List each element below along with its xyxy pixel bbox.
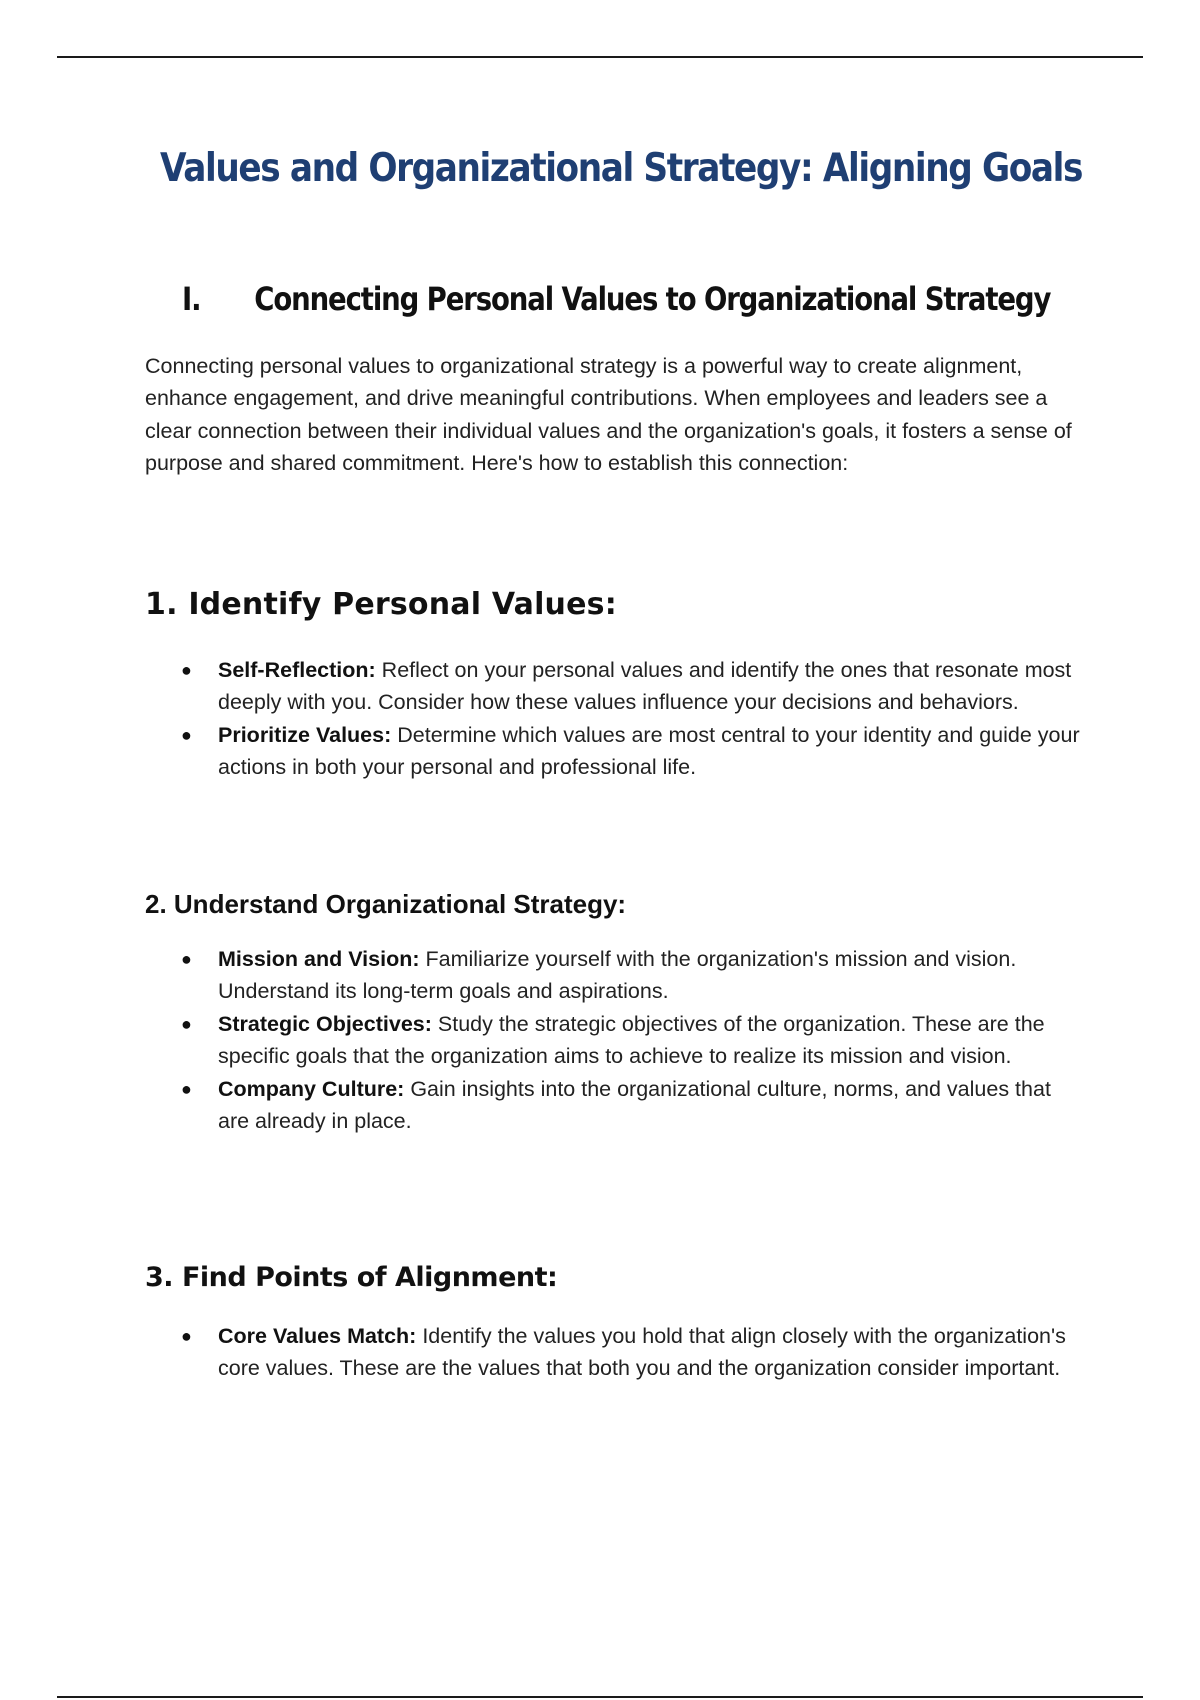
list-item [145, 1073, 1080, 1138]
bottom-rule [57, 1696, 1143, 1698]
subsection-heading-identify-values: 1. Identify Personal Values: [145, 587, 617, 622]
bullet-text: Identify the values you hold that align closely with the organization's core values. These are the values that both you and the organization consider important. [218, 1324, 1066, 1381]
bullet-icon: ● [181, 949, 192, 969]
bullet-text: Familiarize yourself with the organization's mission and vision. Understand its long-term goals and aspirations. [218, 947, 1017, 1004]
list-item [145, 1008, 1080, 1073]
section-title: Connecting Personal Values to Organizational Strategy [254, 280, 1051, 318]
document-title: Values and Organizational Strategy: Aligning Goals [160, 146, 1083, 191]
bullet-icon: ● [181, 724, 192, 745]
bullet-term: Strategic Objectives: [218, 1011, 432, 1036]
top-rule [57, 56, 1143, 58]
bullet-text: Study the strategic objectives of the organization. These are the specific goals that the organization aims to achieve to realize its mission and vision. [218, 1011, 1045, 1069]
subsection-heading-points-of-alignment: 3. Find Points of Alignment: [145, 1262, 558, 1293]
bullet-list-points-of-alignment [145, 1320, 1080, 1385]
bullet-text: Determine which values are most central to your identity and guide your actions in both your personal and professional life. [218, 722, 1080, 780]
bullet-list-identify-values [145, 654, 1080, 784]
bullet-term: Company Culture: [218, 1076, 405, 1101]
bullet-icon: ● [181, 1013, 192, 1034]
section-number: I. [182, 280, 201, 318]
section-heading [182, 280, 1050, 318]
bullet-icon: ● [181, 1326, 192, 1346]
bullet-icon: ● [181, 660, 192, 680]
bullet-term: Core Values Match: [218, 1324, 417, 1348]
bullet-icon: ● [181, 1078, 192, 1099]
bullet-list-organizational-strategy [145, 943, 1080, 1137]
list-item [145, 943, 1080, 1008]
list-item [145, 654, 1080, 719]
bullet-text: Reflect on your personal values and identify the ones that resonate most deeply with you. Consider how these values influence your decisions and behaviors. [218, 658, 1072, 715]
bullet-term: Prioritize Values: [218, 722, 392, 747]
bullet-term: Mission and Vision: [218, 947, 420, 971]
intro-paragraph: Connecting personal values to organizational strategy is a powerful way to create alignment, enhance engagement, and drive meaningful contributions. When employees and leaders see a clear connection between their individual values and the organization's goals, it fosters a sense of purpose and shared commitment. Here's how to establish this connection: [145, 354, 1072, 476]
list-item [145, 1320, 1080, 1385]
subsection-heading-organizational-strategy: 2. Understand Organizational Strategy: [145, 889, 627, 919]
list-item [145, 719, 1080, 784]
bullet-text: Gain insights into the organizational culture, norms, and values that are already in place. [218, 1076, 1051, 1134]
bullet-term: Self-Reflection: [218, 658, 376, 682]
